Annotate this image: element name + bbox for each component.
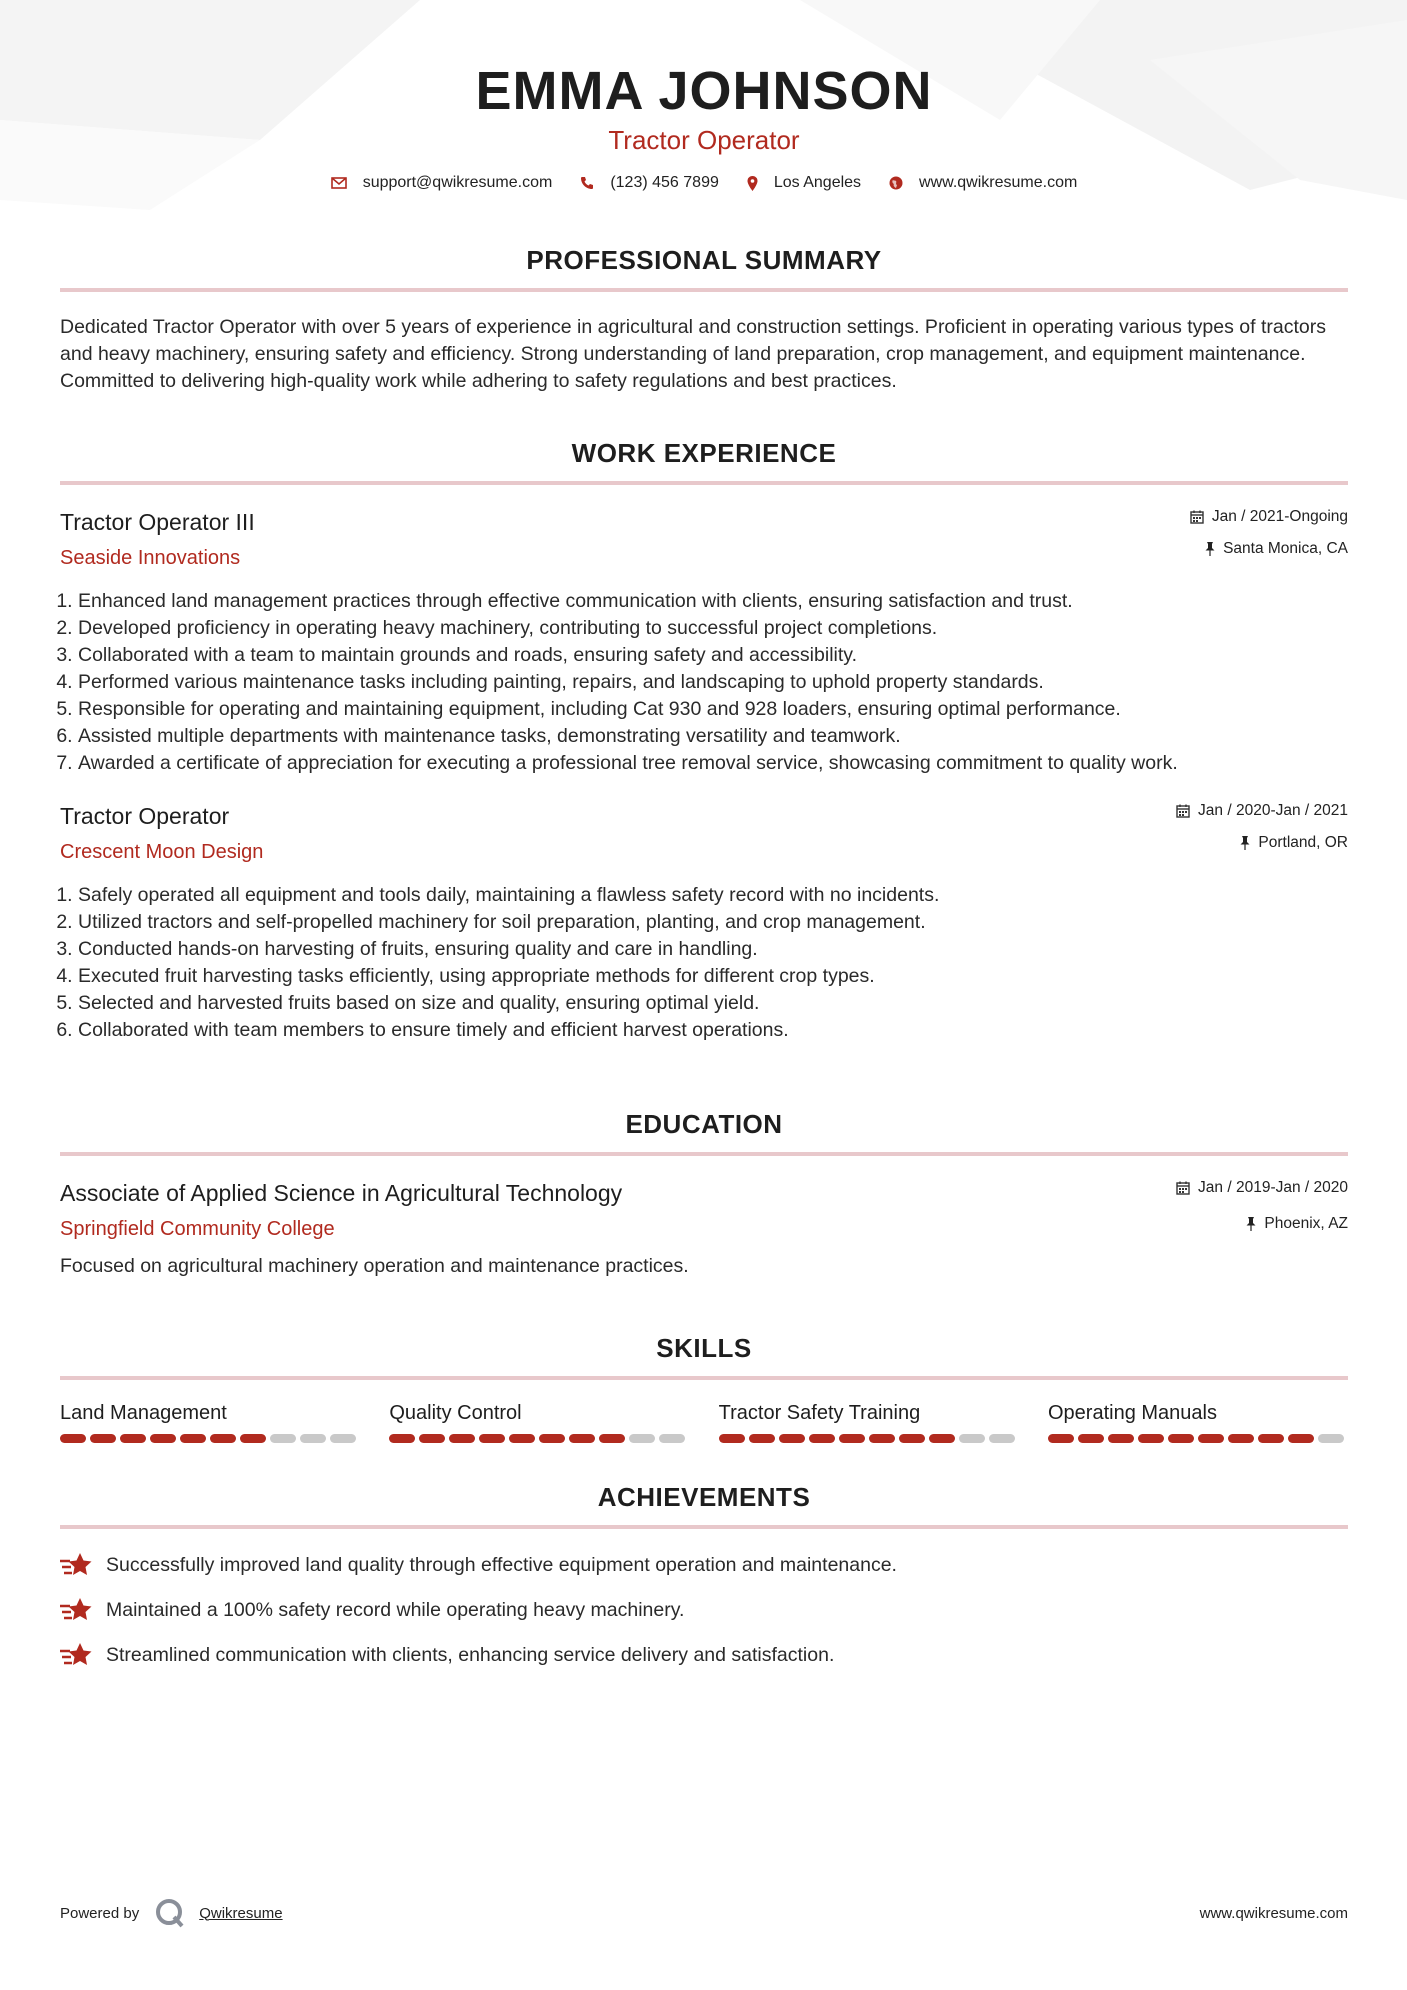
skill-segment-filled (779, 1434, 805, 1443)
calendar-icon (1190, 510, 1204, 524)
skill-segment-filled (1108, 1434, 1134, 1443)
skill-segment-filled (1198, 1434, 1224, 1443)
achievements-heading: ACHIEVEMENTS (597, 1482, 811, 1512)
skill-segment-empty (989, 1434, 1015, 1443)
skill-segment-filled (419, 1434, 445, 1443)
job-location-text: Santa Monica, CA (1223, 540, 1348, 557)
skill-item (719, 1400, 1019, 1443)
list-item: 6. Collaborated with team members to ensure timely and efficient harvest operations. (78, 1017, 1348, 1044)
education-dates-text: Jan / 2019-Jan / 2020 (1198, 1179, 1348, 1196)
envelope-icon (331, 177, 347, 189)
job-dates (1190, 507, 1348, 527)
skill-segment-empty (629, 1434, 655, 1443)
job-title: Tractor Operator (60, 803, 230, 829)
website-text: www.qwikresume.com (919, 174, 1078, 191)
pushpin-icon (1246, 1217, 1256, 1231)
skill-segment-filled (1288, 1434, 1314, 1443)
skill-segment-filled (210, 1434, 236, 1443)
skill-segment-filled (1258, 1434, 1284, 1443)
globe-icon (889, 176, 903, 190)
calendar-icon (1176, 804, 1190, 818)
job-title: Tractor Operator III (60, 509, 255, 535)
achievement-item (60, 1596, 1348, 1624)
education-entry (60, 1178, 1348, 1280)
skill-segment-filled (479, 1434, 505, 1443)
contact-phone[interactable] (580, 174, 719, 192)
skill-segment-filled (599, 1434, 625, 1443)
skill-name: Tractor Safety Training (718, 1402, 921, 1424)
skill-segment-filled (839, 1434, 865, 1443)
summary-text: Dedicated Tractor Operator with over 5 years of experience in agricultural and construction settings. Proficient in operating various types of tractors and heavy machinery, ensuring safety and efficiency. Strong understanding of land preparation, crop management, and equipment maintenance. Committed to delivering high-quality work while adhering to safety regulations and best practices. (60, 316, 1326, 392)
skill-segment-empty (1318, 1434, 1344, 1443)
education-location-text: Phoenix, AZ (1264, 1215, 1348, 1232)
job-location-text: Portland, OR (1258, 834, 1348, 851)
contact-website[interactable] (889, 174, 1077, 192)
skill-segment-filled (539, 1434, 565, 1443)
skill-name: Quality Control (389, 1402, 522, 1424)
skill-segment-filled (90, 1434, 116, 1443)
skill-segment-filled (1138, 1434, 1164, 1443)
skills-list (60, 1400, 1348, 1443)
skill-segment-filled (389, 1434, 415, 1443)
achievement-item (60, 1641, 1348, 1669)
skill-segment-empty (270, 1434, 296, 1443)
skill-segment-filled (809, 1434, 835, 1443)
skill-item (60, 1400, 360, 1443)
skill-segment-filled (180, 1434, 206, 1443)
skill-segment-filled (120, 1434, 146, 1443)
star-icon (60, 1641, 94, 1669)
summary-section (60, 244, 1348, 395)
job-dates (1176, 801, 1348, 821)
skill-segment-filled (899, 1434, 925, 1443)
qwikresume-link[interactable]: Qwikresume (199, 1904, 283, 1922)
list-item: 1. Enhanced land management practices through effective communication with clients, ensuring satisfaction and trust. (78, 588, 1348, 615)
education-heading: EDUCATION (625, 1109, 783, 1139)
job-entry (60, 507, 1348, 777)
section-divider (60, 1525, 1348, 1529)
skill-level-bar (389, 1434, 689, 1443)
achievement-item (60, 1551, 1348, 1579)
achievements-section (60, 1481, 1348, 1669)
skill-segment-filled (240, 1434, 266, 1443)
skill-segment-filled (1228, 1434, 1254, 1443)
list-item: 2. Developed proficiency in operating heavy machinery, contributing to successful project completions. (78, 615, 1348, 642)
section-divider (60, 288, 1348, 292)
list-item: 5. Selected and harvested fruits based on size and quality, ensuring optimal yield. (78, 990, 1348, 1017)
degree-title: Associate of Applied Science in Agricultural Technology (60, 1180, 623, 1206)
skill-name: Operating Manuals (1047, 1402, 1217, 1424)
resume-header (60, 0, 1348, 192)
list-item: 7. Awarded a certificate of appreciation for executing a professional tree removal service, showcasing commitment to quality work. (78, 750, 1348, 777)
list-item: 4. Executed fruit harvesting tasks efficiently, using appropriate methods for different crop types. (78, 963, 1348, 990)
job-entry (60, 801, 1348, 1044)
pushpin-icon (1205, 542, 1215, 556)
skills-heading: SKILLS (656, 1333, 752, 1363)
map-pin-icon (747, 176, 758, 191)
list-item: 4. Performed various maintenance tasks including painting, repairs, and landscaping to uphold property standards. (78, 669, 1348, 696)
section-divider (60, 481, 1348, 485)
skill-segment-filled (509, 1434, 535, 1443)
powered-by-label: Powered by (60, 1904, 140, 1922)
education-dates (1176, 1178, 1348, 1198)
location-text: Los Angeles (773, 174, 862, 191)
phone-text: (123) 456 7899 (610, 174, 719, 191)
skill-item (1048, 1400, 1348, 1443)
skill-level-bar (60, 1434, 360, 1443)
job-bullets (60, 588, 1348, 777)
section-divider (60, 1152, 1348, 1156)
achievement-text: Successfully improved land quality through effective equipment operation and maintenance. (106, 1553, 897, 1576)
contact-email[interactable] (331, 174, 553, 192)
skill-segment-filled (749, 1434, 775, 1443)
job-company: Crescent Moon Design (60, 841, 264, 863)
star-icon (60, 1596, 94, 1624)
list-item: 3. Collaborated with a team to maintain grounds and roads, ensuring safety and accessibility. (78, 642, 1348, 669)
skill-segment-filled (1078, 1434, 1104, 1443)
education-location (1176, 1214, 1348, 1234)
skill-segment-empty (330, 1434, 356, 1443)
skill-segment-filled (449, 1434, 475, 1443)
skill-segment-empty (659, 1434, 685, 1443)
list-item: 1. Safely operated all equipment and tools daily, maintaining a flawless safety record with no incidents. (78, 882, 1348, 909)
footer-website[interactable]: www.qwikresume.com (1199, 1904, 1348, 1922)
list-item: 6. Assisted multiple departments with maintenance tasks, demonstrating versatility and teamwork. (78, 723, 1348, 750)
summary-heading: PROFESSIONAL SUMMARY (526, 245, 882, 275)
skill-segment-filled (569, 1434, 595, 1443)
job-dates-text: Jan / 2020-Jan / 2021 (1198, 802, 1348, 819)
job-location (1176, 833, 1348, 853)
job-bullets (60, 882, 1348, 1044)
achievement-text: Streamlined communication with clients, enhancing service delivery and satisfaction. (106, 1643, 835, 1666)
qwikresume-logo-icon (155, 1898, 185, 1928)
experience-heading: WORK EXPERIENCE (571, 438, 837, 468)
school-name: Springfield Community College (60, 1218, 335, 1240)
list-item: 2. Utilized tractors and self-propelled machinery for soil preparation, planting, and crop management. (78, 909, 1348, 936)
skill-segment-filled (1048, 1434, 1074, 1443)
skill-segment-filled (1168, 1434, 1194, 1443)
education-description: Focused on agricultural machinery operation and maintenance practices. (60, 1255, 689, 1277)
skill-name: Land Management (60, 1402, 227, 1424)
section-divider (60, 1376, 1348, 1380)
skill-segment-filled (150, 1434, 176, 1443)
contact-location (747, 174, 861, 192)
skill-segment-filled (60, 1434, 86, 1443)
skill-level-bar (1048, 1434, 1348, 1443)
skill-segment-empty (300, 1434, 326, 1443)
skills-section (60, 1332, 1348, 1443)
phone-icon (580, 176, 594, 190)
candidate-name: EMMA JOHNSON (475, 61, 933, 121)
education-section (60, 1108, 1348, 1280)
skill-segment-filled (929, 1434, 955, 1443)
skill-segment-filled (719, 1434, 745, 1443)
candidate-title: Tractor Operator (608, 125, 800, 155)
job-location (1190, 539, 1348, 559)
star-icon (60, 1551, 94, 1579)
skill-segment-filled (869, 1434, 895, 1443)
pushpin-icon (1240, 836, 1250, 850)
job-dates-text: Jan / 2021-Ongoing (1211, 508, 1348, 525)
page-footer (60, 1898, 1348, 1928)
achievement-text: Maintained a 100% safety record while operating heavy machinery. (106, 1598, 685, 1621)
experience-section (60, 437, 1348, 1044)
skill-segment-empty (959, 1434, 985, 1443)
calendar-icon (1176, 1181, 1190, 1195)
skill-level-bar (719, 1434, 1019, 1443)
achievements-list (60, 1551, 1348, 1669)
job-company: Seaside Innovations (60, 547, 241, 569)
email-text: support@qwikresume.com (362, 174, 553, 191)
contact-bar (60, 174, 1348, 192)
list-item: 3. Conducted hands-on harvesting of fruits, ensuring quality and care in handling. (78, 936, 1348, 963)
skill-item (389, 1400, 689, 1443)
list-item: 5. Responsible for operating and maintaining equipment, including Cat 930 and 928 loaders, ensuring optimal performance. (78, 696, 1348, 723)
